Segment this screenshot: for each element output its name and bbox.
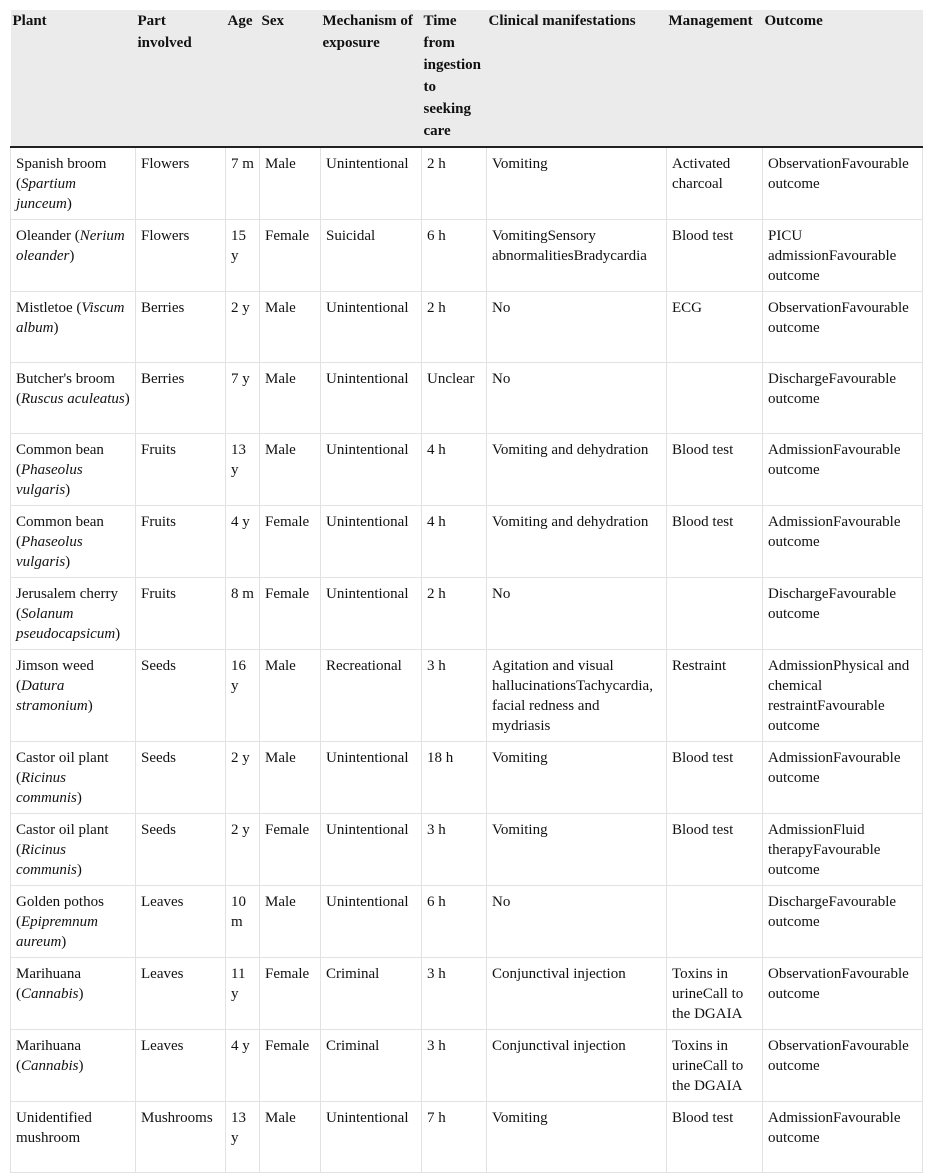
table-row [11,742,923,814]
plant-scientific-name: Ricinus communis [16,842,77,878]
cell-management: ECG [667,292,763,363]
cell-sex: Female [260,578,321,650]
cell-management: Blood test [667,814,763,886]
cell-outcome: AdmissionPhysical and chemical restraintFavourable outcome [763,650,923,742]
cell-outcome: DischargeFavourable outcome [763,886,923,958]
cell-sex: Male [260,650,321,742]
table-row [11,292,923,363]
cell-plant [11,958,136,1030]
plant-scientific-name: Spartium junceum [16,176,77,212]
plant-scientific-name: Datura stramonium [16,678,88,714]
cell-part: Flowers [136,220,226,292]
cell-time: Unclear [422,363,487,434]
cell-time: 6 h [422,886,487,958]
cell-age: 2 y [226,742,260,814]
cell-part: Fruits [136,506,226,578]
plant-name-close: ) [78,986,84,1002]
plant-common-name: Golden pothos ( [16,894,104,930]
cell-mechanism: Unintentional [321,578,422,650]
header-plant: Plant [11,10,136,147]
plant-scientific-name: Solanum pseudocapsicum [16,606,116,642]
table-row [11,814,923,886]
cell-clinical: Vomiting and dehydration [487,506,667,578]
plant-name-close: ) [124,391,130,407]
cell-management [667,363,763,434]
cell-mechanism: Unintentional [321,292,422,363]
cell-plant [11,1102,136,1173]
cell-time: 4 h [422,506,487,578]
plant-scientific-name: Ruscus aculeatus [21,391,125,407]
cell-time: 3 h [422,1030,487,1102]
table-body [11,147,923,1173]
table-row [11,1102,923,1173]
cell-age: 10 m [226,886,260,958]
cell-age: 15 y [226,220,260,292]
cell-management: Blood test [667,1102,763,1173]
cell-time: 3 h [422,958,487,1030]
cell-clinical: Agitation and visual hallucinationsTachycardia, facial redness and mydriasis [487,650,667,742]
cell-plant [11,147,136,220]
cell-mechanism: Criminal [321,1030,422,1102]
cell-time: 2 h [422,147,487,220]
cell-clinical: No [487,886,667,958]
table-row [11,220,923,292]
cell-age: 7 m [226,147,260,220]
cell-outcome: ObservationFavourable outcome [763,147,923,220]
cell-age: 11 y [226,958,260,1030]
plant-scientific-name: Viscum album [16,300,125,336]
cell-part: Leaves [136,1030,226,1102]
table-row [11,506,923,578]
cell-outcome: AdmissionFavourable outcome [763,1102,923,1173]
plant-common-name: Jerusalem cherry ( [16,586,119,622]
cell-age: 7 y [226,363,260,434]
cell-outcome: ObservationFavourable outcome [763,292,923,363]
cell-mechanism: Unintentional [321,363,422,434]
cell-time: 2 h [422,292,487,363]
cell-age: 16 y [226,650,260,742]
cell-mechanism: Recreational [321,650,422,742]
cell-mechanism: Unintentional [321,434,422,506]
plant-scientific-name: Epipremnum aureum [16,914,98,950]
plant-common-name: Jimson weed ( [16,658,94,694]
cell-plant [11,506,136,578]
cell-management [667,578,763,650]
cell-outcome: DischargeFavourable outcome [763,578,923,650]
header-management: Management [667,10,763,147]
plant-common-name: Castor oil plant ( [16,822,109,858]
table-row [11,434,923,506]
cell-clinical: Vomiting and dehydration [487,434,667,506]
cell-outcome: ObservationFavourable outcome [763,958,923,1030]
cell-mechanism: Unintentional [321,742,422,814]
plant-common-name: Mistletoe ( [16,300,82,316]
table-row [11,886,923,958]
plant-name-close: ) [66,196,72,212]
cell-sex: Female [260,506,321,578]
cell-mechanism: Criminal [321,958,422,1030]
cell-plant [11,434,136,506]
cell-sex: Male [260,434,321,506]
table-row [11,147,923,220]
cell-age: 4 y [226,506,260,578]
cell-sex: Female [260,220,321,292]
plant-name-close: ) [76,862,82,878]
cell-plant [11,742,136,814]
plant-name-close: ) [53,320,59,336]
cell-sex: Female [260,958,321,1030]
cell-management: Blood test [667,742,763,814]
plant-scientific-name: Cannabis [21,1058,79,1074]
cell-clinical: Vomiting [487,147,667,220]
cell-part: Berries [136,292,226,363]
cell-mechanism: Unintentional [321,814,422,886]
cell-clinical: No [487,363,667,434]
plant-name-close: ) [87,698,93,714]
cell-plant [11,650,136,742]
plant-common-name: Castor oil plant ( [16,750,109,786]
cell-outcome: PICU admissionFavourable outcome [763,220,923,292]
cell-age: 13 y [226,1102,260,1173]
cell-outcome: AdmissionFavourable outcome [763,742,923,814]
table-row [11,578,923,650]
cell-clinical: Conjunctival injection [487,958,667,1030]
cell-age: 4 y [226,1030,260,1102]
header-outcome: Outcome [763,10,923,147]
plant-name-close: ) [78,1058,84,1074]
cell-age: 13 y [226,434,260,506]
header-time: Time from ingestion to seeking care [422,10,487,147]
cell-sex: Female [260,1030,321,1102]
cell-mechanism: Unintentional [321,147,422,220]
plant-common-name: Marihuana ( [16,1038,81,1074]
cell-outcome: AdmissionFluid therapyFavourable outcome [763,814,923,886]
cell-part: Leaves [136,958,226,1030]
cell-time: 3 h [422,650,487,742]
cell-plant [11,578,136,650]
cell-plant [11,363,136,434]
plant-common-name: Oleander ( [16,228,80,244]
plant-name-close: ) [61,934,67,950]
cell-time: 4 h [422,434,487,506]
cell-management: Toxins in urineCall to the DGAIA [667,958,763,1030]
cell-clinical: Vomiting [487,742,667,814]
cell-part: Seeds [136,650,226,742]
cell-management: Blood test [667,220,763,292]
cell-clinical: Vomiting [487,1102,667,1173]
plant-scientific-name: Phaseolus vulgaris [16,534,83,570]
plant-name-close: ) [65,554,71,570]
cell-age: 8 m [226,578,260,650]
cell-age: 2 y [226,814,260,886]
cell-time: 7 h [422,1102,487,1173]
table-row [11,958,923,1030]
plant-common-name: Common bean ( [16,514,104,550]
cell-sex: Female [260,814,321,886]
cell-sex: Male [260,363,321,434]
cell-plant [11,886,136,958]
cell-mechanism: Unintentional [321,886,422,958]
cell-sex: Male [260,292,321,363]
cell-clinical: No [487,578,667,650]
cell-clinical: No [487,292,667,363]
cell-management: Blood test [667,506,763,578]
plant-exposure-table [10,10,923,1173]
header-age: Age [226,10,260,147]
cell-management: Toxins in urineCall to the DGAIA [667,1030,763,1102]
plant-name-close: ) [65,482,71,498]
plant-scientific-name: Phaseolus vulgaris [16,462,83,498]
cell-age: 2 y [226,292,260,363]
plant-name-close: ) [76,790,82,806]
cell-plant [11,292,136,363]
table-row [11,650,923,742]
cell-sex: Male [260,147,321,220]
plant-scientific-name: Ricinus communis [16,770,77,806]
plant-common-name: Unidentified mushroom [16,1110,92,1146]
cell-part: Berries [136,363,226,434]
cell-part: Leaves [136,886,226,958]
table-row [11,1030,923,1102]
cell-outcome: ObservationFavourable outcome [763,1030,923,1102]
cell-management: Blood test [667,434,763,506]
cell-management: Activated charcoal [667,147,763,220]
cell-mechanism: Unintentional [321,506,422,578]
cell-outcome: AdmissionFavourable outcome [763,506,923,578]
plant-name-close: ) [69,248,75,264]
cell-part: Fruits [136,434,226,506]
cell-management: Restraint [667,650,763,742]
plant-common-name: Marihuana ( [16,966,81,1002]
plant-common-name: Spanish broom ( [16,156,107,192]
cell-clinical: Vomiting [487,814,667,886]
header-part-involved: Part involved [136,10,226,147]
cell-part: Seeds [136,814,226,886]
plant-name-close: ) [115,626,121,642]
cell-part: Flowers [136,147,226,220]
header-clinical: Clinical manifestations [487,10,667,147]
cell-mechanism: Suicidal [321,220,422,292]
cell-time: 18 h [422,742,487,814]
plant-scientific-name: Nerium oleander [16,228,125,264]
cell-plant [11,814,136,886]
header-sex: Sex [260,10,321,147]
cell-clinical: VomitingSensory abnormalitiesBradycardia [487,220,667,292]
header-mechanism: Mechanism of exposure [321,10,422,147]
cell-outcome: AdmissionFavourable outcome [763,434,923,506]
table-header-row [11,10,923,147]
cell-plant [11,220,136,292]
cell-management [667,886,763,958]
cell-time: 3 h [422,814,487,886]
cell-sex: Male [260,1102,321,1173]
cell-part: Mushrooms [136,1102,226,1173]
cell-mechanism: Unintentional [321,1102,422,1173]
cell-part: Seeds [136,742,226,814]
plant-scientific-name: Cannabis [21,986,79,1002]
cell-plant [11,1030,136,1102]
cell-sex: Male [260,742,321,814]
table-row [11,363,923,434]
cell-time: 6 h [422,220,487,292]
cell-outcome: DischargeFavourable outcome [763,363,923,434]
cell-clinical: Conjunctival injection [487,1030,667,1102]
cell-part: Fruits [136,578,226,650]
plant-exposure-table-container [10,10,922,1146]
plant-common-name: Butcher's broom ( [16,371,115,407]
cell-time: 2 h [422,578,487,650]
plant-common-name: Common bean ( [16,442,104,478]
cell-sex: Male [260,886,321,958]
